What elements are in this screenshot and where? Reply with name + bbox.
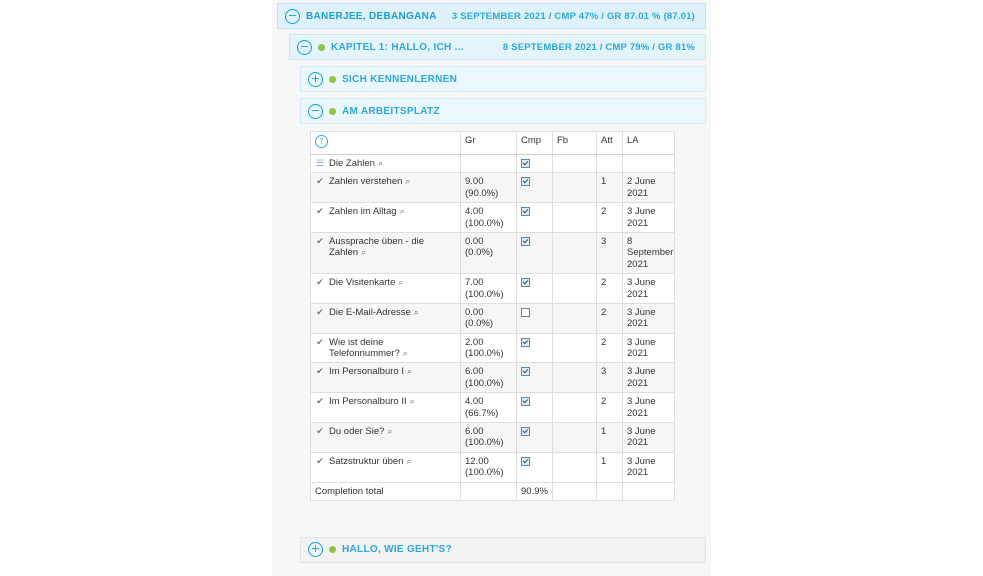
- expand-toggle-icon[interactable]: +: [308, 542, 323, 557]
- feedback-cell: [553, 274, 597, 304]
- activity-name[interactable]: Die Visitenkarte ⌕: [329, 277, 404, 289]
- completion-cell: [517, 452, 553, 482]
- magnifier-icon[interactable]: ⌕: [413, 306, 419, 317]
- last-access-cell: [623, 155, 675, 173]
- completion-cell: [517, 363, 553, 393]
- quiz-icon: ✔: [316, 176, 324, 187]
- completion-checkbox-checked[interactable]: [521, 457, 530, 466]
- feedback-cell: [553, 203, 597, 233]
- attempts-cell: 3: [597, 232, 623, 273]
- grade-cell: [461, 155, 517, 173]
- attempts-cell: 1: [597, 452, 623, 482]
- column-header-gr[interactable]: Gr: [461, 132, 517, 155]
- feedback-cell: [553, 303, 597, 333]
- section-title: SICH KENNENLERNEN: [342, 73, 458, 85]
- last-access-cell: 8 September 2021: [623, 232, 675, 273]
- grade-cell: 2.00 (100.0%): [461, 333, 517, 363]
- activity-cell: [311, 155, 461, 173]
- completion-checkbox-checked[interactable]: [521, 278, 530, 287]
- chapter-row[interactable]: [289, 34, 706, 60]
- last-access-cell: 2 June 2021: [623, 173, 675, 203]
- magnifier-icon[interactable]: ⌕: [399, 206, 405, 217]
- last-access-cell: 3 June 2021: [623, 203, 675, 233]
- grade-percent: (100.0%): [465, 377, 504, 389]
- attempts-cell: 2: [597, 274, 623, 304]
- activity-cell: [311, 203, 461, 233]
- completion-checkbox-checked[interactable]: [521, 159, 530, 168]
- document-icon: ☰: [315, 158, 325, 168]
- table-row: [311, 303, 675, 333]
- attempts-cell: [597, 155, 623, 173]
- grade-percent: (66.7%): [465, 407, 499, 419]
- grade-cell: 12.00 (100.0%): [461, 452, 517, 482]
- completion-total-blank-la: [623, 482, 675, 500]
- expand-toggle-icon[interactable]: +: [308, 72, 323, 87]
- completion-checkbox-checked[interactable]: [521, 338, 530, 347]
- activity-cell: [311, 232, 461, 273]
- completion-checkbox-checked[interactable]: [521, 207, 530, 216]
- activity-cell: [311, 423, 461, 453]
- quiz-icon: ✔: [316, 455, 324, 466]
- quiz-icon: ✔: [316, 366, 324, 377]
- status-dot-icon: [329, 76, 336, 83]
- gradebook-panel: [272, 0, 711, 576]
- feedback-cell: [553, 173, 597, 203]
- collapse-toggle-icon[interactable]: −: [308, 104, 323, 119]
- section-row-sich-kennenlernen[interactable]: [300, 66, 706, 92]
- quiz-icon: ✔: [316, 277, 324, 288]
- activity-cell: [311, 363, 461, 393]
- quiz-icon: ✔: [316, 206, 324, 217]
- last-access-cell: 3 June 2021: [623, 274, 675, 304]
- completion-checkbox-checked[interactable]: [521, 237, 530, 246]
- completion-checkbox-unchecked[interactable]: [521, 308, 530, 317]
- student-summary-row[interactable]: [277, 3, 706, 29]
- last-access-cell: 3 June 2021: [623, 303, 675, 333]
- completion-total-blank-att: [597, 482, 623, 500]
- attempts-cell: 2: [597, 303, 623, 333]
- activity-name[interactable]: Die Zahlen ⌕: [329, 158, 383, 169]
- last-access-cell: 3 June 2021: [623, 423, 675, 453]
- activity-name[interactable]: Du oder Sie? ⌕: [329, 426, 393, 438]
- help-icon[interactable]: ?: [315, 135, 328, 148]
- feedback-cell: [553, 333, 597, 363]
- status-dot-icon: [329, 108, 336, 115]
- magnifier-icon[interactable]: ⌕: [361, 247, 367, 258]
- magnifier-icon[interactable]: ⌕: [377, 158, 383, 168]
- completion-total-value: 90.9%: [517, 482, 553, 500]
- last-access-cell: 3 June 2021: [623, 333, 675, 363]
- completion-total-blank-fb: [553, 482, 597, 500]
- activity-name[interactable]: Zahlen verstehen ⌕: [329, 176, 411, 188]
- grade-percent: (100.0%): [465, 348, 504, 360]
- activity-cell: [311, 452, 461, 482]
- magnifier-icon[interactable]: ⌕: [387, 426, 393, 437]
- grade-cell: 0.00 (0.0%): [461, 303, 517, 333]
- activity-cell: [311, 173, 461, 203]
- completion-cell: [517, 333, 553, 363]
- quiz-icon: ✔: [316, 235, 324, 246]
- table-row: [311, 333, 675, 363]
- chapter-title: KAPITEL 1: HALLO, ICH ...: [331, 41, 464, 53]
- table-row: [311, 274, 675, 304]
- table-row: [311, 393, 675, 423]
- collapse-toggle-icon[interactable]: −: [297, 40, 312, 55]
- activity-cell: [311, 274, 461, 304]
- last-access-cell: 3 June 2021: [623, 393, 675, 423]
- table-row: [311, 203, 675, 233]
- feedback-cell: [553, 423, 597, 453]
- completion-total-label: Completion total: [311, 482, 461, 500]
- collapse-toggle-icon[interactable]: −: [285, 9, 300, 24]
- status-dot-icon: [329, 546, 336, 553]
- grade-percent: (100.0%): [465, 288, 504, 300]
- column-header-fb[interactable]: Fb: [553, 132, 597, 155]
- table-row: [311, 232, 675, 273]
- table-header-row: [311, 132, 675, 155]
- magnifier-icon[interactable]: ⌕: [406, 455, 412, 466]
- grade-percent: (0.0%): [465, 247, 493, 259]
- grades-table-container: [310, 131, 674, 501]
- feedback-cell: [553, 155, 597, 173]
- activity-name[interactable]: Im Personalburo II ⌕: [329, 396, 415, 408]
- attempts-cell: 2: [597, 393, 623, 423]
- section-row-hallo-wie-gehts[interactable]: [300, 537, 706, 563]
- completion-cell: [517, 232, 553, 273]
- section-title: AM ARBEITSPLATZ: [342, 105, 440, 117]
- section-title: HALLO, WIE GEHT'S?: [342, 544, 452, 556]
- grade-percent: (100.0%): [465, 217, 504, 229]
- feedback-cell: [553, 232, 597, 273]
- grade-cell: 6.00 (100.0%): [461, 363, 517, 393]
- last-access-cell: 3 June 2021: [623, 363, 675, 393]
- magnifier-icon[interactable]: ⌕: [405, 176, 411, 187]
- completion-cell: [517, 274, 553, 304]
- completion-checkbox-checked[interactable]: [521, 397, 530, 406]
- student-name: BANERJEE, DEBANGANA: [306, 10, 437, 22]
- completion-cell: [517, 203, 553, 233]
- table-row: [311, 155, 675, 173]
- grade-cell: 4.00 (66.7%): [461, 393, 517, 423]
- magnifier-icon[interactable]: ⌕: [409, 396, 415, 407]
- attempts-cell: 2: [597, 333, 623, 363]
- student-summary-meta: 3 SEPTEMBER 2021 / CMP 47% / GR 87.01 % (87.01): [451, 10, 695, 22]
- completion-total-row: [311, 482, 675, 500]
- activity-name[interactable]: Die E-Mail-Adresse ⌕: [329, 306, 419, 318]
- quiz-icon: ✔: [316, 336, 324, 347]
- attempts-cell: 1: [597, 423, 623, 453]
- column-header-item: [311, 132, 461, 155]
- completion-cell: [517, 423, 553, 453]
- feedback-cell: [553, 393, 597, 423]
- completion-cell: [517, 173, 553, 203]
- activity-cell: [311, 303, 461, 333]
- grade-percent: (100.0%): [465, 467, 504, 479]
- quiz-icon: ✔: [316, 396, 324, 407]
- grade-cell: 7.00 (100.0%): [461, 274, 517, 304]
- activity-name[interactable]: Wie ist deine Telefonnummer? ⌕: [329, 336, 408, 360]
- grade-percent: (90.0%): [465, 187, 499, 199]
- grade-cell: 0.00 (0.0%): [461, 232, 517, 273]
- completion-cell: [517, 155, 553, 173]
- completion-cell: [517, 303, 553, 333]
- activity-name[interactable]: Satzstruktur üben ⌕: [329, 455, 412, 467]
- activity-name[interactable]: Aussprache üben - die Zahlen ⌕: [329, 235, 425, 259]
- attempts-cell: 1: [597, 173, 623, 203]
- magnifier-icon[interactable]: ⌕: [398, 277, 404, 288]
- completion-checkbox-checked[interactable]: [521, 177, 530, 186]
- table-row: [311, 173, 675, 203]
- column-header-cmp[interactable]: Cmp: [517, 132, 553, 155]
- quiz-icon: ✔: [316, 426, 324, 437]
- grade-cell: 9.00 (90.0%): [461, 173, 517, 203]
- completion-total-blank-gr: [461, 482, 517, 500]
- grades-table-body: [311, 155, 675, 483]
- table-row: [311, 363, 675, 393]
- feedback-cell: [553, 452, 597, 482]
- activity-cell: [311, 333, 461, 363]
- completion-checkbox-checked[interactable]: [521, 367, 530, 376]
- grade-percent: (100.0%): [465, 437, 504, 449]
- grades-table: [310, 131, 675, 501]
- completion-checkbox-checked[interactable]: [521, 427, 530, 436]
- section-row-am-arbeitsplatz[interactable]: [300, 98, 706, 124]
- column-header-la[interactable]: LA: [623, 132, 675, 155]
- last-access-cell: 3 June 2021: [623, 452, 675, 482]
- grade-cell: 4.00 (100.0%): [461, 203, 517, 233]
- table-row: [311, 423, 675, 453]
- magnifier-icon[interactable]: ⌕: [402, 348, 408, 359]
- attempts-cell: 2: [597, 203, 623, 233]
- activity-name[interactable]: Im Personalburo I ⌕: [329, 366, 413, 378]
- grade-cell: 6.00 (100.0%): [461, 423, 517, 453]
- table-row: [311, 452, 675, 482]
- column-header-att[interactable]: Att: [597, 132, 623, 155]
- attempts-cell: 3: [597, 363, 623, 393]
- feedback-cell: [553, 363, 597, 393]
- magnifier-icon[interactable]: ⌕: [406, 366, 413, 377]
- grade-percent: (0.0%): [465, 318, 493, 330]
- chapter-meta: 8 SEPTEMBER 2021 / CMP 79% / GR 81%: [502, 41, 695, 53]
- completion-cell: [517, 393, 553, 423]
- activity-name[interactable]: Zahlen im Alltag ⌕: [329, 206, 405, 218]
- activity-cell: [311, 393, 461, 423]
- status-dot-icon: [318, 44, 325, 51]
- quiz-icon: ✔: [316, 306, 324, 317]
